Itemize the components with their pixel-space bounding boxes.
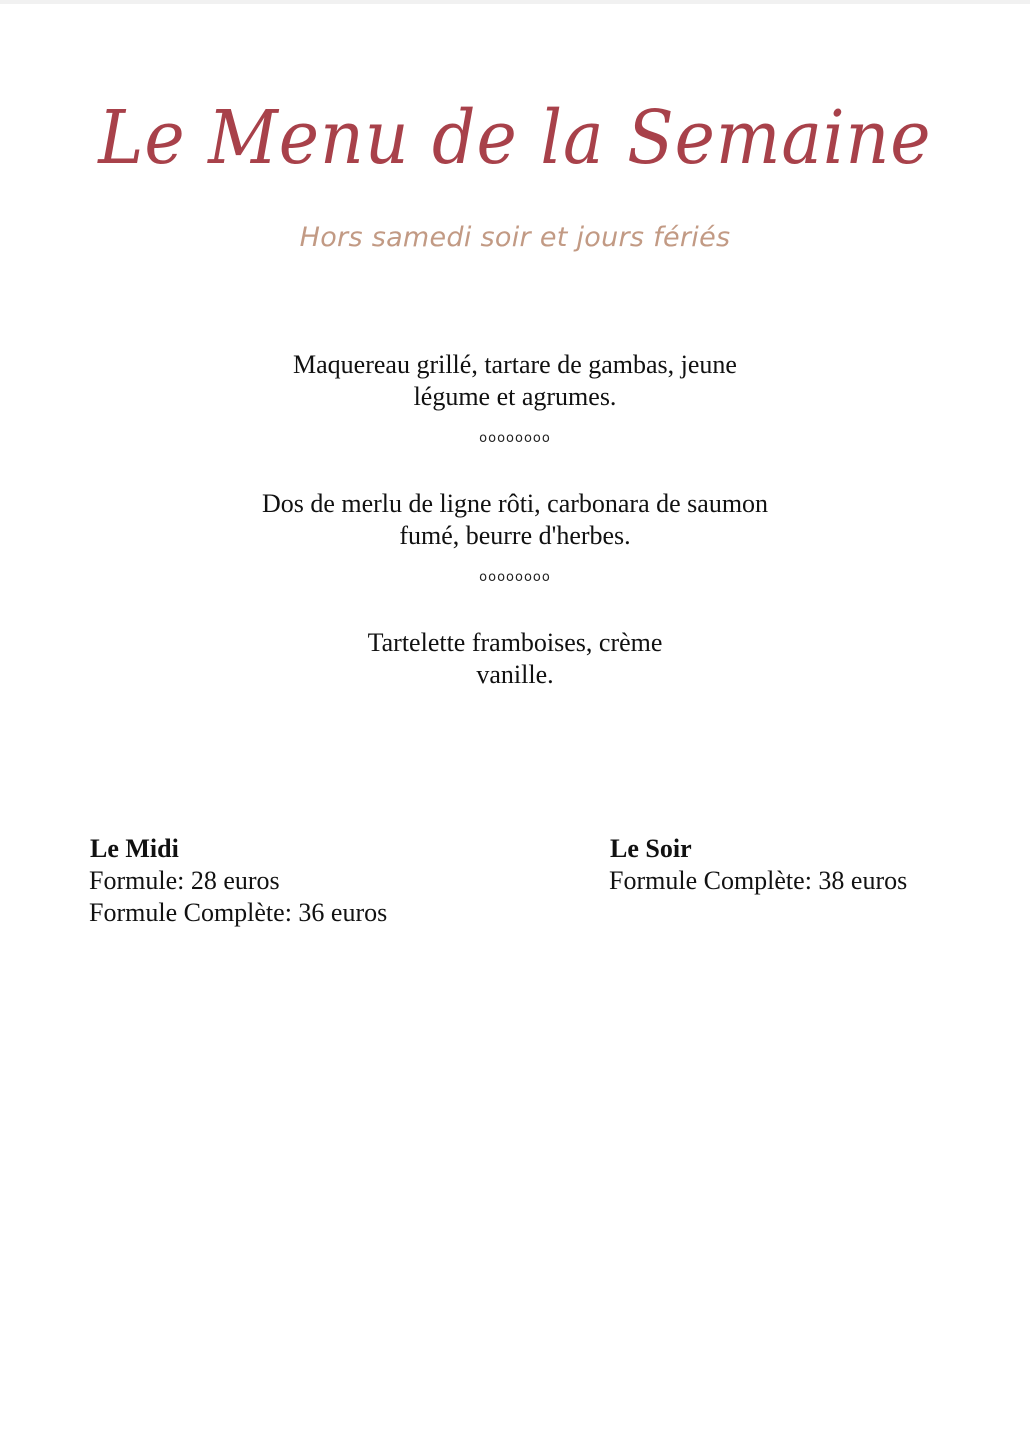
pricing-midi-formule-complete: Formule Complète: 36 euros (89, 898, 388, 927)
course-text-line: vanille. (476, 660, 554, 689)
course-dessert (345, 627, 685, 691)
page-title: Le Menu de la Semaine (98, 95, 932, 181)
course-text-line: Maquereau grillé, tartare de gambas, jeune (293, 350, 737, 379)
course-main (225, 488, 805, 552)
pricing-midi-heading: Le Midi (90, 834, 179, 863)
pricing-midi-formule: Formule: 28 euros (89, 866, 280, 895)
course-list (0, 349, 1030, 691)
course-text-line: fumé, beurre d'herbes. (399, 521, 631, 550)
page-subtitle: Hors samedi soir et jours fériés (299, 222, 731, 253)
course-starter (255, 349, 775, 413)
course-separator: oooooooo (479, 570, 551, 585)
course-text-line: Tartelette framboises, crème (367, 628, 663, 657)
course-text-line: Dos de merlu de ligne rôti, carbonara de saumon (261, 489, 769, 518)
pricing-soir-heading: Le Soir (610, 834, 692, 863)
pricing-soir (609, 833, 907, 897)
pricing-midi (89, 833, 387, 929)
course-text-line: légume et agrumes. (413, 382, 617, 411)
menu-header (0, 92, 1030, 185)
course-separator: oooooooo (479, 431, 551, 446)
top-edge (0, 0, 1030, 4)
pricing-soir-formule-complete: Formule Complète: 38 euros (609, 866, 908, 895)
